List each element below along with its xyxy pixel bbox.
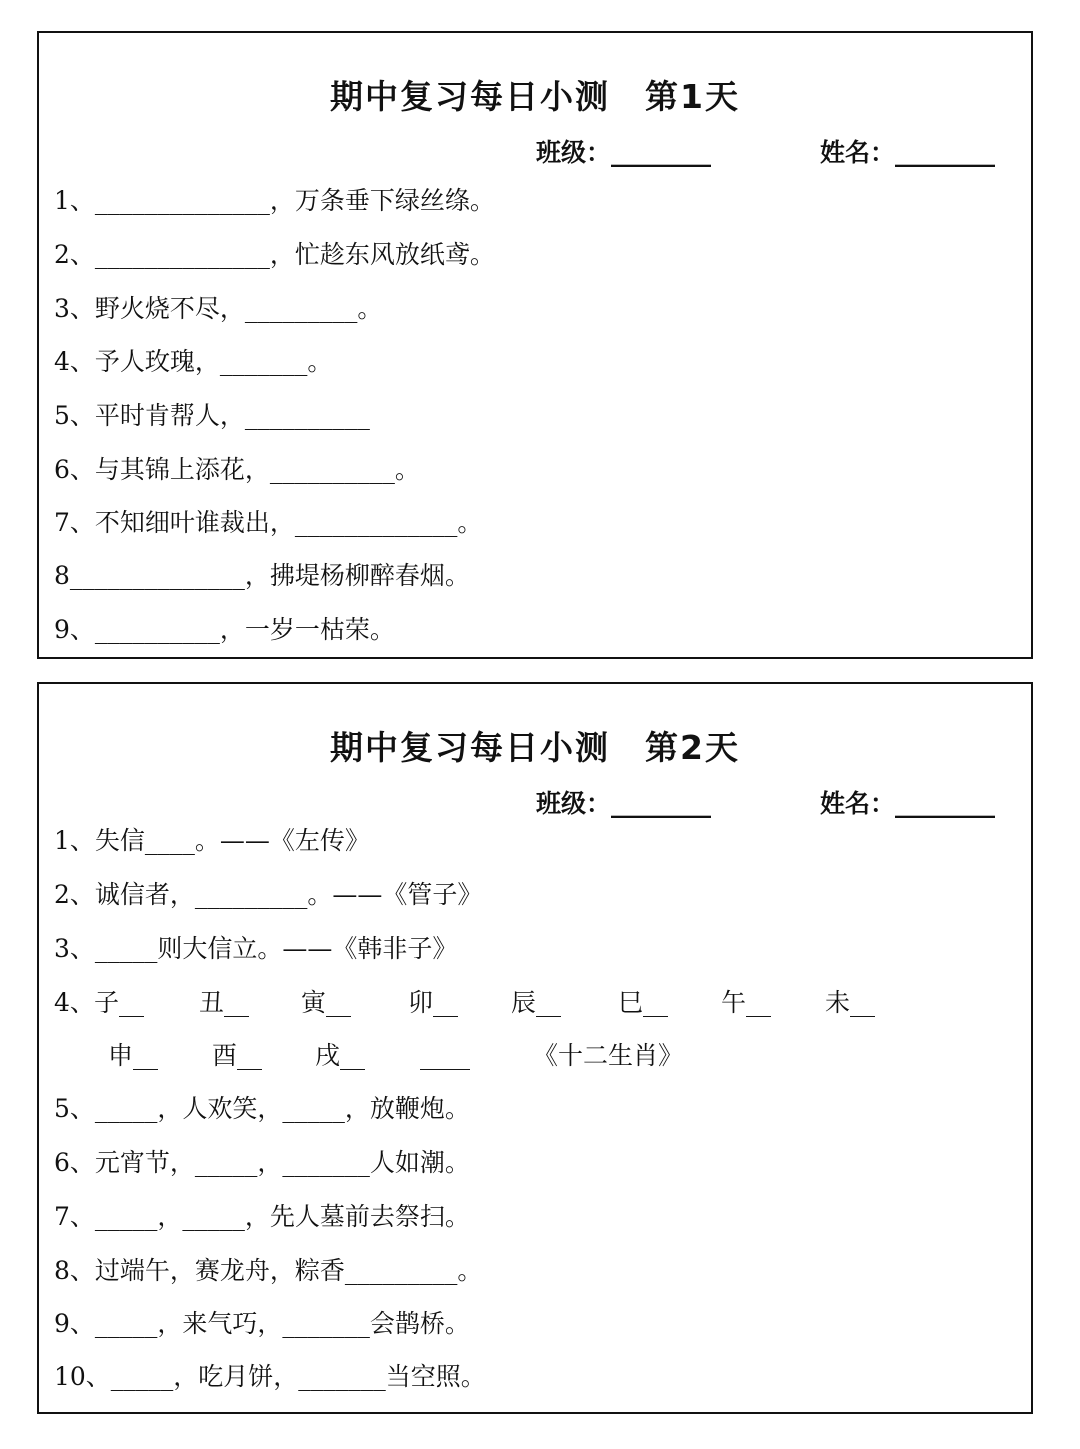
- zodiac-source: 《十二生肖》: [533, 1041, 684, 1070]
- question-item: 8、过端午，赛龙舟，粽香_________。: [54, 1256, 483, 1285]
- question-item: 9、_____，来气巧，_______会鹊桥。: [54, 1309, 470, 1338]
- zodiac-rat: 子__: [94, 988, 145, 1017]
- name-field: 姓名：________: [820, 138, 996, 167]
- name-field: 姓名：________: [820, 789, 996, 818]
- zodiac-rooster: 酉__: [212, 1041, 263, 1070]
- question-item: 7、_____，_____，先人墓前去祭扫。: [54, 1202, 470, 1231]
- quiz-title: 期中复习每日小测 第1天: [330, 77, 740, 116]
- question-item: 5、_____，人欢笑，_____，放鞭炮。: [54, 1094, 470, 1123]
- zodiac-ox: 丑__: [199, 988, 250, 1017]
- quiz-card-day2: [37, 682, 1033, 1414]
- question-item: 5、平时肯帮人，__________: [54, 401, 370, 430]
- zodiac-dragon: 辰__: [511, 988, 562, 1017]
- question-item: 9、__________，一岁一枯荣。: [54, 615, 395, 644]
- zodiac-rabbit: 卯__: [408, 988, 459, 1017]
- question-item: 3、_____则大信立。——《韩非子》: [54, 934, 458, 963]
- question-item: 4、予人玫瑰，_______。: [54, 347, 333, 376]
- question-item: 7、不知细叶谁裁出，_____________。: [54, 508, 483, 537]
- question-item: 2、______________，忙趁东风放纸鸢。: [54, 240, 495, 269]
- question-item: 6、元宵节，_____，_______人如潮。: [54, 1148, 470, 1177]
- question-item: 6、与其锦上添花，__________。: [54, 455, 420, 484]
- quiz-title: 期中复习每日小测 第2天: [330, 728, 740, 767]
- class-field: 班级：________: [536, 138, 712, 167]
- question-item: 2、诚信者，_________。——《管子》: [54, 880, 483, 909]
- question-item: 8______________，拂堤杨柳醉春烟。: [54, 561, 470, 590]
- question-item: 1、______________，万条垂下绿丝绦。: [54, 186, 495, 215]
- quiz-card-day1: [37, 31, 1033, 659]
- zodiac-monkey: 申__: [108, 1041, 159, 1070]
- question-item: 10、_____，吃月饼，_______当空照。: [54, 1362, 486, 1391]
- zodiac-dog: 戌__: [315, 1041, 366, 1070]
- zodiac-snake: 巳__: [618, 988, 669, 1017]
- question-item: 3、野火烧不尽，_________。: [54, 294, 383, 323]
- zodiac-tiger: 寅__: [301, 988, 352, 1017]
- class-field: 班级：________: [536, 789, 712, 818]
- zodiac-goat: 未__: [825, 988, 876, 1017]
- zodiac-horse: 午__: [721, 988, 772, 1017]
- question-number: 4、: [54, 988, 95, 1017]
- question-item: 1、失信____。——《左传》: [54, 826, 370, 855]
- zodiac-blank: ____: [420, 1041, 470, 1070]
